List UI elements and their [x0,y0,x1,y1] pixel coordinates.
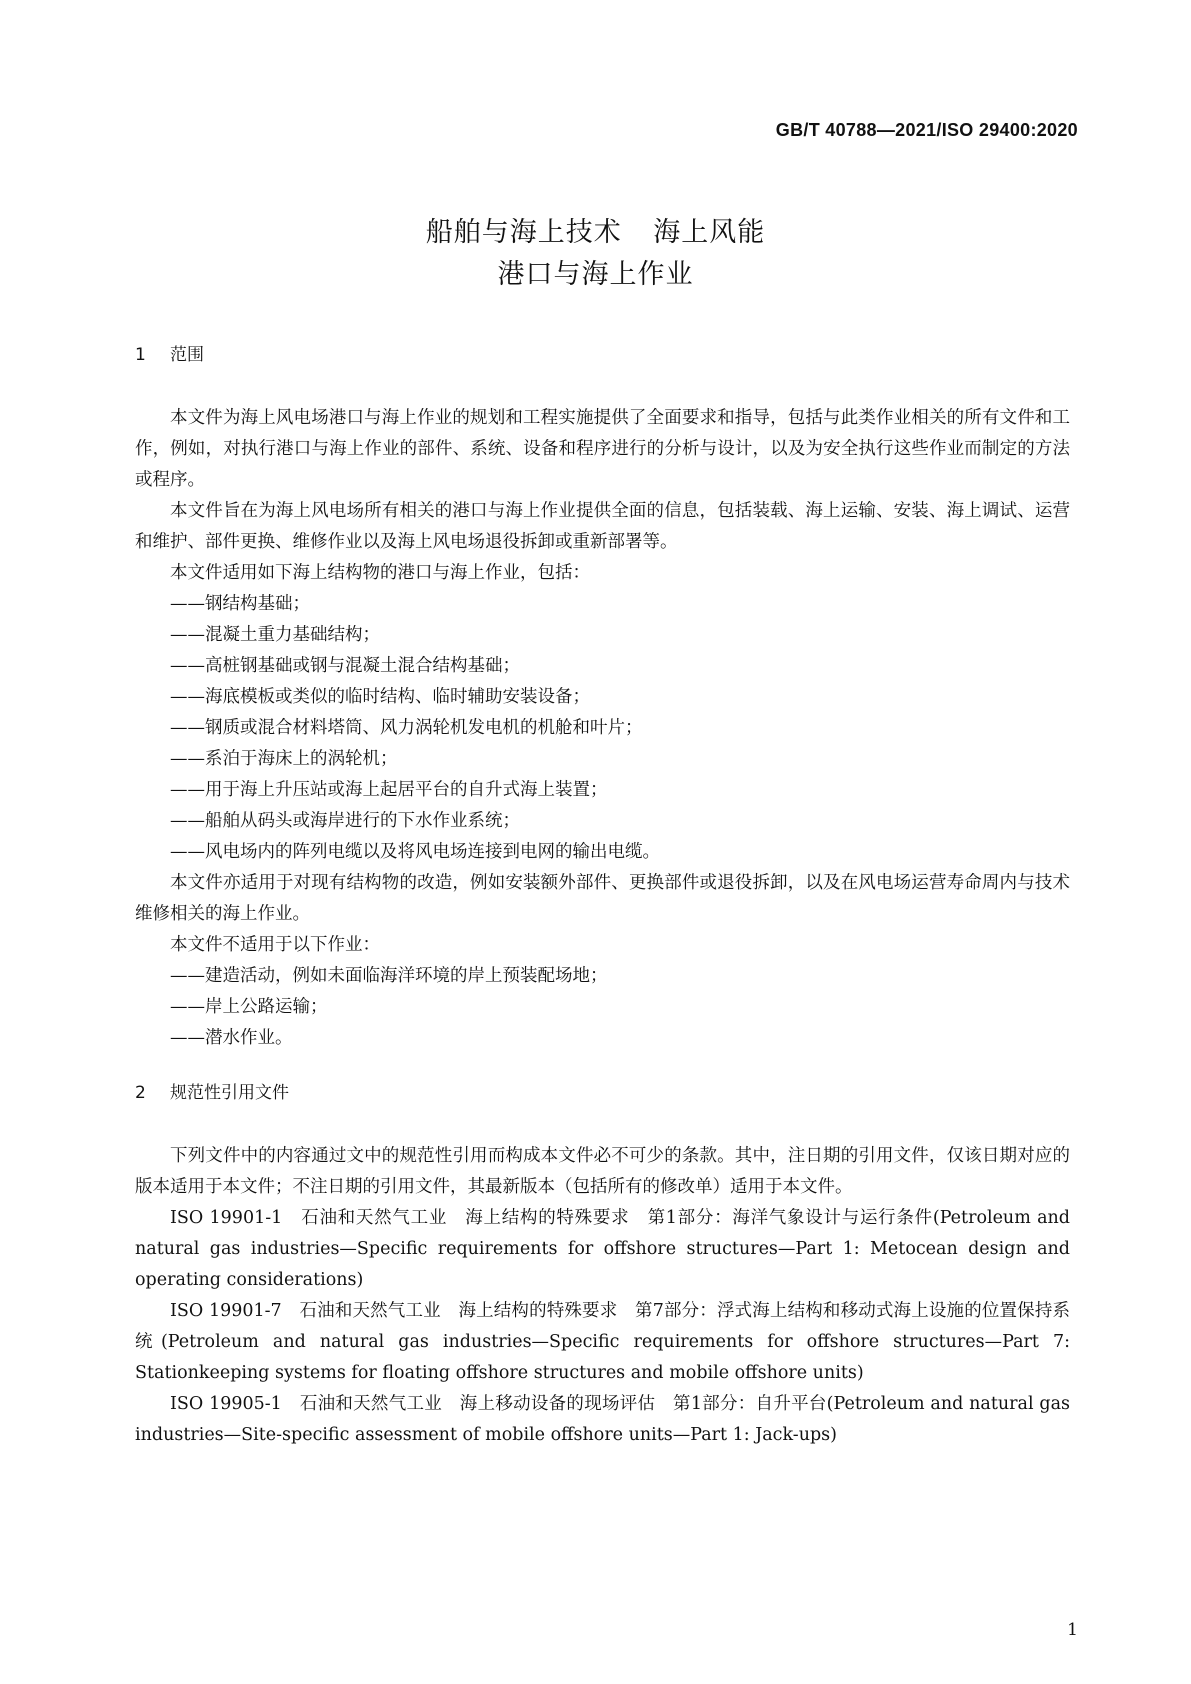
list-item: ——混凝土重力基础结构； [170,625,380,645]
document-title [0,212,1191,296]
title-line-2: 港口与海上作业 [497,259,694,290]
scope-paragraph: 本文件为海上风电场港口与海上作业的规划和工程实施提供了全面要求和指导，包括与此类作业相关的所有文件和工作，例如，对执行港口与海上作业的部件、系统、设备和程序进行的分析与设计，以及为安全执行这些作业而制定的方法或程序。 [135,408,1070,490]
page-number: 1 [1067,1620,1078,1640]
reference-entry: ISO 19905-1 石油和天然气工业 海上移动设备的现场评估 第1部分：自升平台(Petroleum and natural gas industries—Site-specific assessment of mobile offshore units—Part 1: Jack-ups) [135,1394,1070,1445]
scope-paragraph: 本文件适用如下海上结构物的港口与海上作业，包括： [170,563,590,583]
section-2-title: 规范性引用文件 [170,1083,289,1103]
modification-paragraph: 本文件亦适用于对现有结构物的改造，例如安装额外部件、更换部件或退役拆卸，以及在风电场运营寿命周内与技术维修相关的海上作业。 [135,873,1070,924]
list-item: ——船舶从码头或海岸进行的下水作业系统； [170,811,520,831]
section-1-heading [135,340,1070,371]
not-applicable-list [135,961,1070,1054]
standard-code: GB/T 40788—2021/ISO 29400:2020 [775,120,1078,140]
list-item: ——钢结构基础； [170,594,310,614]
normative-intro-paragraph: 下列文件中的内容通过文中的规范性引用而构成本文件必不可少的条款。其中，注日期的引用文件，仅该日期对应的版本适用于本文件；不注日期的引用文件，其最新版本（包括所有的修改单）适用于本文件。 [135,1146,1070,1197]
list-item: ——高桩钢基础或钢与混凝土混合结构基础； [170,656,520,676]
scope-paragraph: 本文件旨在为海上风电场所有相关的港口与海上作业提供全面的信息，包括装载、海上运输、安装、海上调试、运营和维护、部件更换、维修作业以及海上风电场退役拆卸或重新部署等。 [135,501,1070,552]
list-item: ——钢质或混合材料塔筒、风力涡轮机发电机的机舱和叶片； [170,718,643,738]
section-1-number: 1 [135,345,146,365]
section-1-title: 范围 [170,345,204,365]
applies-list [135,589,1070,868]
reference-entry: ISO 19901-7 石油和天然气工业 海上结构的特殊要求 第7部分：浮式海上结构和移动式海上设施的位置保持系统(Petroleum and natural gas industries—Specific requirements for offshore structures—Part 7: Stationkeeping systems for floating offshore structures and mobile offshore units) [135,1301,1070,1383]
reference-entry: ISO 19901-1 石油和天然气工业 海上结构的特殊要求 第1部分：海洋气象设计与运行条件(Petroleum and natural gas industries—Specific requirements for offshore structures—Part 1: Metocean design and operating considerations) [135,1208,1070,1290]
list-item: ——建造活动，例如未面临海洋环境的岸上预装配场地； [170,966,608,986]
section-2-number: 2 [135,1083,146,1103]
list-item: ——潜水作业。 [170,1028,293,1048]
list-item: ——岸上公路运输； [170,997,328,1017]
document-body [135,340,1070,1451]
list-item: ——用于海上升压站或海上起居平台的自升式海上装置； [170,780,608,800]
list-item: ——海底模板或类似的临时结构、临时辅助安装设备； [170,687,590,707]
list-item: ——系泊于海床上的涡轮机； [170,749,398,769]
section-2-heading [135,1078,1070,1109]
not-applicable-paragraph: 本文件不适用于以下作业： [170,935,380,955]
title-line-1: 船舶与海上技术 海上风能 [425,217,766,248]
list-item: ——风电场内的阵列电缆以及将风电场连接到电网的输出电缆。 [170,842,660,862]
